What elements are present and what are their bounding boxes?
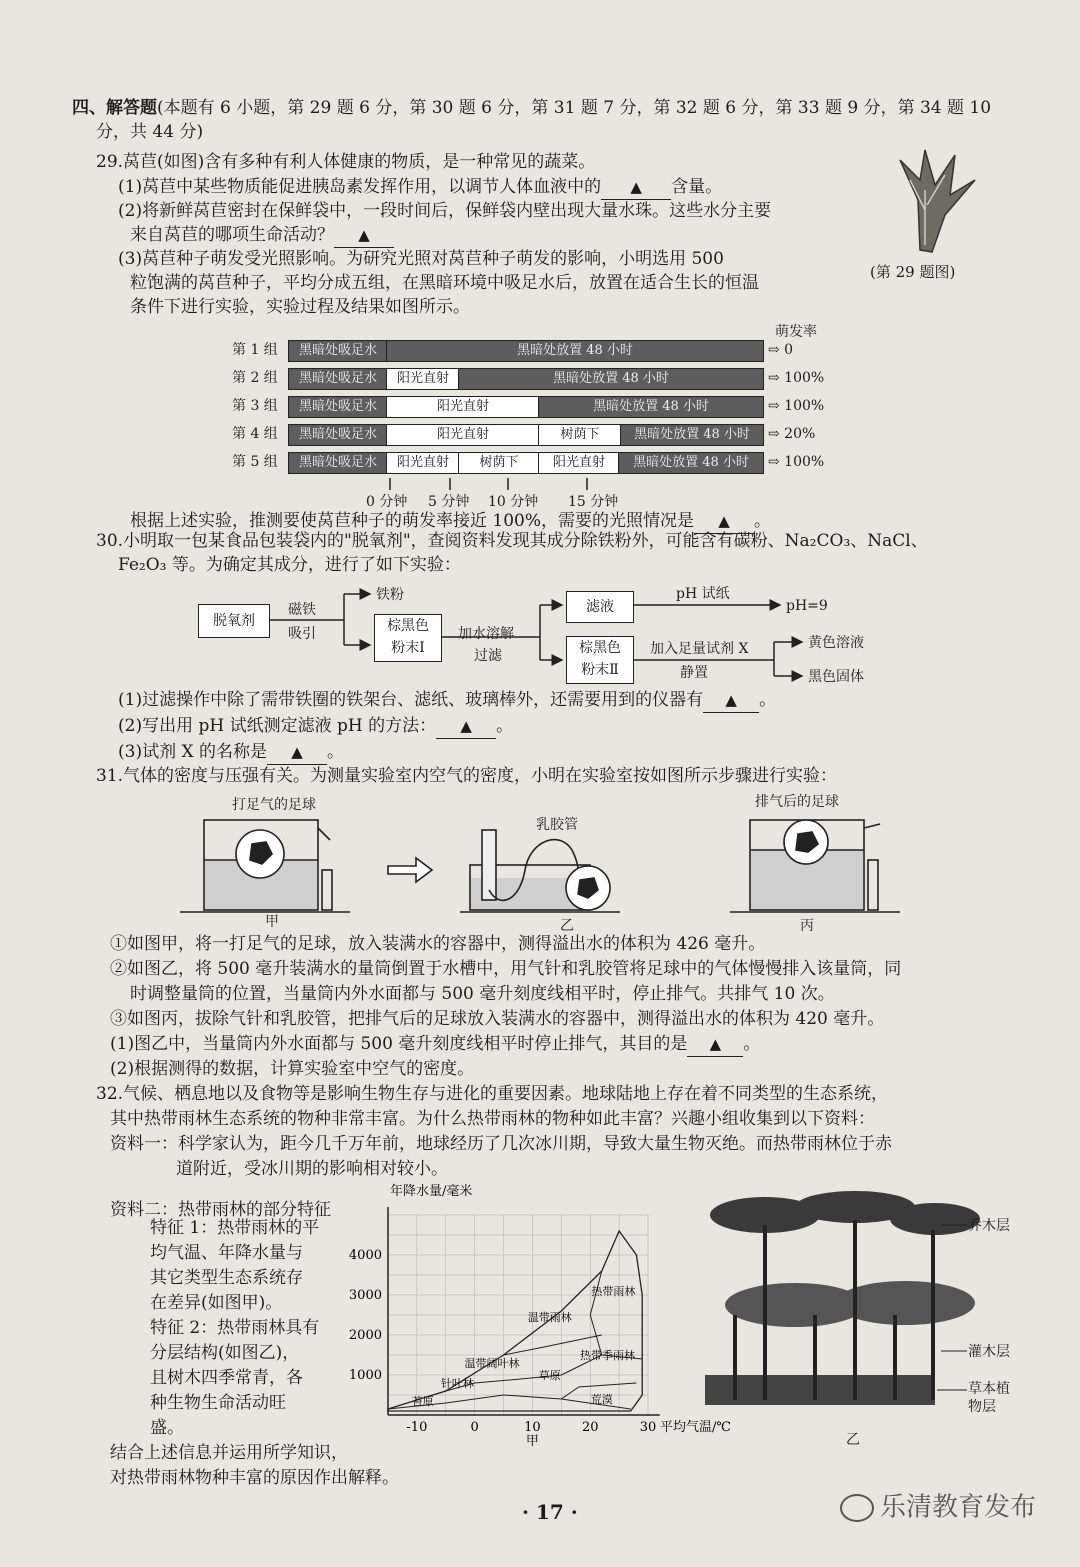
region-label: 荒漠	[590, 1393, 613, 1406]
flow-ph-paper: pH 试纸	[676, 586, 730, 602]
treatment-segment: 树荫下	[538, 424, 622, 446]
germination-rate: ⇨ 100%	[768, 398, 825, 414]
q31-label-c: 丙	[800, 918, 814, 934]
q32-material2-title: 资料二：热带雨林的部分特征	[110, 1200, 331, 1220]
q29-part2b: 来自莴苣的哪项生命活动？ ▲	[130, 223, 394, 248]
x-axis-label: 平均气温/℃	[660, 1420, 731, 1435]
q32-feature1-l1: 特征 1：热带雨林的平	[150, 1218, 320, 1238]
treatment-segment: 阳光直射	[386, 368, 460, 390]
q32-s3: 资料一：科学家认为，距今几千万年前，地球经历了几次冰川期，导致大量生物灭绝。而热带雨林位于赤	[110, 1134, 892, 1154]
flow-powder2: 棕黑色 粉末Ⅱ	[566, 636, 634, 684]
q31-step1: ①如图甲，将一打足气的足球，放入装满水的容器中，测得溢出水的体积为 426 毫升。	[110, 934, 766, 954]
treatment-segment: 阳光直射	[386, 452, 460, 474]
q31-part1: (1)图乙中，当量筒内外水面都与 500 毫升刻度线相平时停止排气，其目的是 ▲ 。	[110, 1032, 760, 1057]
q31-step2a: ②如图乙，将 500 毫升装满水的量筒倒置于水槽中，用气针和乳胶管将足球中的气体慢慢排入该量筒，同	[110, 959, 902, 979]
section-header-cont: 分，共 44 分)	[96, 122, 204, 142]
treatment-segment: 黑暗处吸足水	[288, 396, 388, 418]
forest-layers-figure	[705, 1185, 1005, 1435]
treatment-segment: 黑暗处吸足水	[288, 452, 388, 474]
x-tick-label: 30	[639, 1420, 657, 1435]
region-label: 温带阔叶林	[464, 1357, 520, 1370]
group-label: 第 5 组	[232, 454, 278, 470]
q29-part3c: 条件下进行实验，实验过程及结果如图所示。	[130, 297, 470, 317]
treatment-segment: 阳光直射	[538, 452, 620, 474]
flow-step1a: 磁铁	[288, 602, 316, 618]
q32-s1: 32.气候、栖息地以及食物等是影响生物生存与进化的重要因素。地球陆地上存在着不同类型的生态系统，	[96, 1084, 889, 1104]
layer-herb: 草本植物层	[968, 1381, 1010, 1415]
layer-shrub: 灌木层	[968, 1344, 1010, 1360]
q32-end2: 对热带雨林物种丰富的原因作出解释。	[110, 1468, 399, 1488]
flow-iron: 铁粉	[376, 587, 404, 603]
x-tick-label: 20	[581, 1420, 599, 1435]
q30-part1: (1)过滤操作中除了需带铁圈的铁架台、滤纸、玻璃棒外，还需要用到的仪器有 ▲ 。	[118, 688, 776, 713]
region-label: 苔原	[411, 1395, 434, 1408]
q31-label-c-top: 排气后的足球	[755, 794, 839, 810]
tick-5: 5 分钟	[428, 494, 470, 510]
q32-feature1-l4: 在差异(如图甲)。	[150, 1293, 283, 1313]
y-axis-label: 年降水量/毫米	[390, 1184, 473, 1199]
q31-stem: 31.气体的密度与压强有关。为测量实验室内空气的密度，小明在实验室按如图所示步骤进行实验：	[96, 766, 838, 786]
region-label: 热带雨林	[591, 1285, 636, 1298]
treatment-segment: 黑暗处吸足水	[288, 368, 388, 390]
q29-stem: 29.莴苣(如图)含有多种有利人体健康的物质，是一种常见的蔬菜。	[96, 152, 596, 172]
treatment-segment: 黑暗处放置 48 小时	[458, 368, 764, 390]
q29-part3a: (3)莴苣种子萌发受光照影响。为研究光照对莴苣种子萌发的影响，小明选用 500	[118, 249, 724, 269]
flow-yellow: 黄色溶液	[808, 635, 864, 651]
q32-feature2-l4: 种生物生命活动旺	[150, 1393, 286, 1413]
q31-step2b: 时调整量筒的位置，当量筒内外水面都与 500 毫升刻度线相平时，停止排气。共排气 10 次。	[130, 984, 835, 1004]
group-label: 第 1 组	[232, 342, 278, 358]
q31-label-b: 乙	[560, 918, 574, 934]
treatment-segment: 黑暗处吸足水	[288, 340, 388, 362]
q31-apparatus	[180, 810, 940, 930]
group-label: 第 4 组	[232, 426, 278, 442]
q32-feature2-l3: 且树木四季常青，各	[150, 1368, 303, 1388]
y-tick-label: 2000	[348, 1328, 382, 1343]
q30-stem: 30.小明取一包某食品包装袋内的"脱氧剂"，查阅资料发现其成分除铁粉外，可能含有碳粉、Na₂CO₃、NaCl、	[96, 531, 928, 551]
flow-filtrate: 滤液	[566, 591, 634, 623]
region-label: 热带季雨林	[580, 1349, 636, 1362]
rate-header: 萌发率	[775, 324, 817, 340]
q29-part3b: 粒饱满的莴苣种子，平均分成五组，在黑暗环境中吸足水后，放置在适合生长的恒温	[130, 273, 759, 293]
biome-outline	[388, 1231, 642, 1411]
germination-rate: ⇨ 100%	[768, 454, 825, 470]
q32-feature2-l1: 特征 2：热带雨林具有	[150, 1318, 320, 1338]
tick-15: 15 分钟	[568, 494, 619, 510]
flow-step2b: 过滤	[474, 648, 502, 664]
treatment-segment: 阳光直射	[386, 424, 540, 446]
q31-label-a-top: 打足气的足球	[232, 797, 316, 813]
q31-step3: ③如图丙，拔除气针和乳胶管，把排气后的足球放入装满水的容器中，测得溢出水的体积为 420 毫升。	[110, 1009, 885, 1029]
germination-rate: ⇨ 0	[768, 342, 794, 358]
flow-step2a: 加水溶解	[458, 626, 514, 642]
q31-part2: (2)根据测得的数据，计算实验室中空气的密度。	[110, 1059, 475, 1079]
flow-arrows	[0, 0, 1080, 700]
q32-feature1-l3: 其它类型生态系统存	[150, 1268, 303, 1288]
treatment-segment: 黑暗处吸足水	[288, 424, 388, 446]
q30-part3: (3)试剂 X 的名称是 ▲ 。	[118, 740, 344, 765]
q29-part2a: (2)将新鲜莴苣密封在保鲜袋中，一段时间后，保鲜袋内壁出现大量水珠。这些水分主要	[118, 201, 772, 221]
forest-caption: 乙	[846, 1432, 860, 1448]
page-number: · 17 ·	[522, 1500, 578, 1524]
treatment-segment: 黑暗处放置 48 小时	[386, 340, 764, 362]
q31-label-b-top: 乳胶管	[536, 817, 578, 833]
flow-powder1: 棕黑色 粉末Ⅰ	[374, 614, 442, 662]
treatment-segment: 阳光直射	[386, 396, 540, 418]
region-label: 草原	[538, 1369, 561, 1382]
x-tick-label: 0	[470, 1420, 479, 1435]
flow-step3b: 静置	[680, 665, 708, 681]
group-label: 第 2 组	[232, 370, 278, 386]
germination-rate: ⇨ 20%	[768, 426, 816, 442]
section-header: 四、解答题(本题有 6 小题，第 29 题 6 分，第 30 题 6 分，第 31 题 7 分，第 32 题 6 分，第 33 题 9 分，第 34 题 10	[72, 98, 992, 118]
group-label: 第 3 组	[232, 398, 278, 414]
q29-figure-caption: (第 29 题图)	[870, 263, 956, 281]
q29-conclusion: 根据上述实验，推测要使莴苣种子的萌发率接近 100%，需要的光照情况是 ▲ 。	[130, 509, 771, 534]
y-tick-label: 4000	[348, 1248, 382, 1263]
x-tick-label: -10	[406, 1420, 428, 1435]
tick-10: 10 分钟	[488, 494, 539, 510]
q31-label-a: 甲	[265, 914, 279, 930]
flow-black: 黑色固体	[808, 669, 864, 685]
treatment-segment: 黑暗处放置 48 小时	[618, 452, 764, 474]
chart-caption: 甲	[525, 1434, 539, 1449]
layer-tree: 乔木层	[968, 1218, 1010, 1234]
q30-part2: (2)写出用 pH 试纸测定滤液 pH 的方法： ▲ 。	[118, 714, 513, 739]
q32-feature2-l5: 盛。	[150, 1418, 184, 1438]
treatment-segment: 黑暗处放置 48 小时	[538, 396, 764, 418]
flow-step3a: 加入足量试剂 X	[650, 641, 749, 657]
q32-feature1-l2: 均气温、年降水量与	[150, 1243, 303, 1263]
watermark: 乐清教育发布	[840, 1494, 1036, 1522]
q30-stem2: Fe₂O₃ 等。为确定其成分，进行了如下实验：	[118, 555, 461, 575]
flow-ph-result: pH=9	[786, 598, 828, 614]
y-tick-label: 1000	[348, 1368, 382, 1383]
y-tick-label: 3000	[348, 1288, 382, 1303]
flow-step1b: 吸引	[288, 626, 316, 642]
flow-start: 脱氧剂	[198, 604, 270, 638]
treatment-segment: 黑暗处放置 48 小时	[620, 424, 764, 446]
x-tick-label: 10	[524, 1420, 541, 1435]
q32-s2: 其中热带雨林生态系统的物种非常丰富。为什么热带雨林的物种如此丰富？兴趣小组收集到以下资料：	[110, 1109, 875, 1129]
climate-chart	[340, 1184, 731, 1449]
q29-part1: (1)莴苣中某些物质能促进胰岛素发挥作用，以调节人体血液中的 ▲ 含量。	[118, 175, 722, 200]
q32-feature2-l2: 分层结构(如图乙)，	[150, 1343, 300, 1363]
q32-s4: 道附近，受冰川期的影响相对较小。	[176, 1159, 448, 1179]
region-label: 针叶林	[440, 1377, 474, 1390]
tick-0: 0 分钟	[366, 494, 408, 510]
germination-rate: ⇨ 100%	[768, 370, 825, 386]
wechat-icon	[840, 1494, 874, 1522]
treatment-segment: 树荫下	[458, 452, 540, 474]
region-label: 温带雨林	[527, 1311, 572, 1324]
q32-end1: 结合上述信息并运用所学知识，	[110, 1443, 348, 1463]
